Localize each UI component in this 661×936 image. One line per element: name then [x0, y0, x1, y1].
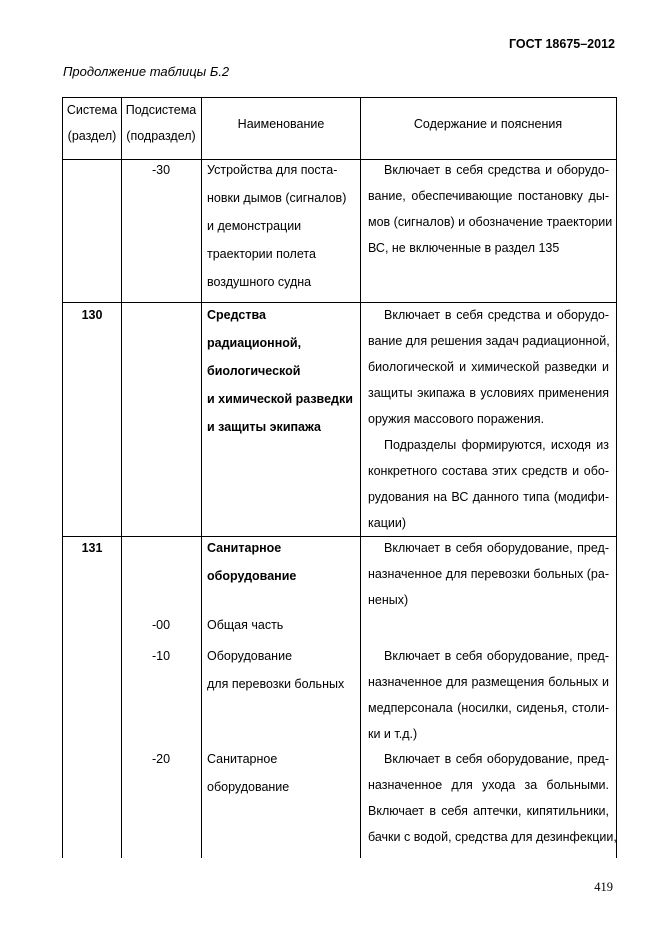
system-code: 131	[81, 541, 103, 555]
row-content-line: Включает в себя средства и оборудо-	[384, 163, 609, 177]
row-name-line: новки дымов (сигналов)	[207, 191, 347, 205]
row-name-line: Оборудование	[207, 649, 293, 663]
row-content-line: мов (сигналов) и обозначение траектории	[368, 215, 613, 229]
row-name-line: Санитарное	[207, 752, 278, 766]
row-name-line: оборудование	[207, 780, 290, 794]
subsystem-code: -00	[151, 618, 171, 632]
column-divider	[360, 98, 361, 858]
row-content-line: Включает в себя оборудование, пред-	[384, 752, 609, 766]
row-content-line: назначенное для ухода за больными.	[368, 778, 609, 792]
header-system: Система	[66, 103, 118, 117]
row-divider	[62, 302, 617, 303]
row-content-line: Подразделы формируются, исходя из	[384, 438, 609, 452]
row-content-line: Включает в себя аптечки, кипятильники,	[368, 804, 609, 818]
row-content-line: Включает в себя оборудование, пред-	[384, 541, 609, 555]
row-divider	[62, 536, 617, 537]
document-code: ГОСТ 18675–2012	[509, 37, 615, 51]
row-name-line: и демонстрации	[207, 219, 302, 233]
row-content-line: рудования на ВС данного типа (модифи-	[368, 490, 609, 504]
header-name: Наименование	[237, 117, 325, 131]
row-content-line: кации)	[368, 516, 406, 530]
header-system-sub: (раздел)	[67, 129, 117, 143]
row-content-line: медперсонала (носилки, сиденья, столи-	[368, 701, 609, 715]
page-number: 419	[594, 880, 613, 894]
row-content-line: ВС, не включенные в раздел 135	[368, 241, 560, 255]
header-content: Содержание и пояснения	[413, 117, 563, 131]
data-table	[62, 97, 617, 858]
header-subsystem: Подсистема	[125, 103, 197, 117]
row-name-line: траектории полета	[207, 247, 316, 261]
row-name-line: воздушного судна	[207, 275, 312, 289]
subsystem-code: -20	[151, 752, 171, 766]
row-content-line: неных)	[368, 593, 409, 607]
row-content-line: вание, обеспечивающие постановку ды-	[368, 189, 609, 203]
row-content-line: Включает в себя оборудование, пред-	[384, 649, 609, 663]
row-name-line: оборудование	[207, 569, 297, 583]
row-name-line: биологической	[207, 364, 301, 378]
header-divider	[62, 159, 617, 160]
table-border-left	[62, 98, 63, 858]
row-content-line: вание для решения задач радиационной,	[368, 334, 610, 348]
table-border-right	[616, 98, 617, 858]
table-caption: Продолжение таблицы Б.2	[63, 64, 230, 79]
row-name-line: и химической разведки	[207, 392, 353, 406]
row-content-line: назначенное для перевозки больных (ра-	[368, 567, 609, 581]
row-name-line: Общая часть	[207, 618, 284, 632]
row-name-line: Санитарное	[207, 541, 282, 555]
subsystem-code: -30	[151, 163, 171, 177]
row-content-line: назначенное для размещения больных и	[368, 675, 609, 689]
row-content-line: защиты экипажа в условиях применения	[368, 386, 609, 400]
row-content-line: бачки с водой, средства для дезинфекции,	[368, 830, 617, 844]
row-name-line: и защиты экипажа	[207, 420, 321, 434]
row-name-line: Средства	[207, 308, 266, 322]
row-content-line: Включает в себя средства и оборудо-	[384, 308, 609, 322]
row-name-line: Устройства для поста-	[207, 163, 338, 177]
system-code: 130	[81, 308, 103, 322]
row-content-line: конкретного состава этих средств и обо-	[368, 464, 609, 478]
subsystem-code: -10	[151, 649, 171, 663]
row-content-line: биологической и химической разведки и	[368, 360, 609, 374]
header-subsystem-sub: (подраздел)	[126, 129, 196, 143]
row-content-line: оружия массового поражения.	[368, 412, 545, 426]
column-divider	[201, 98, 202, 858]
row-content-line: ки и т.д.)	[368, 727, 418, 741]
row-name-line: радиационной,	[207, 336, 302, 350]
column-divider	[121, 98, 122, 858]
row-name-line: для перевозки больных	[207, 677, 345, 691]
